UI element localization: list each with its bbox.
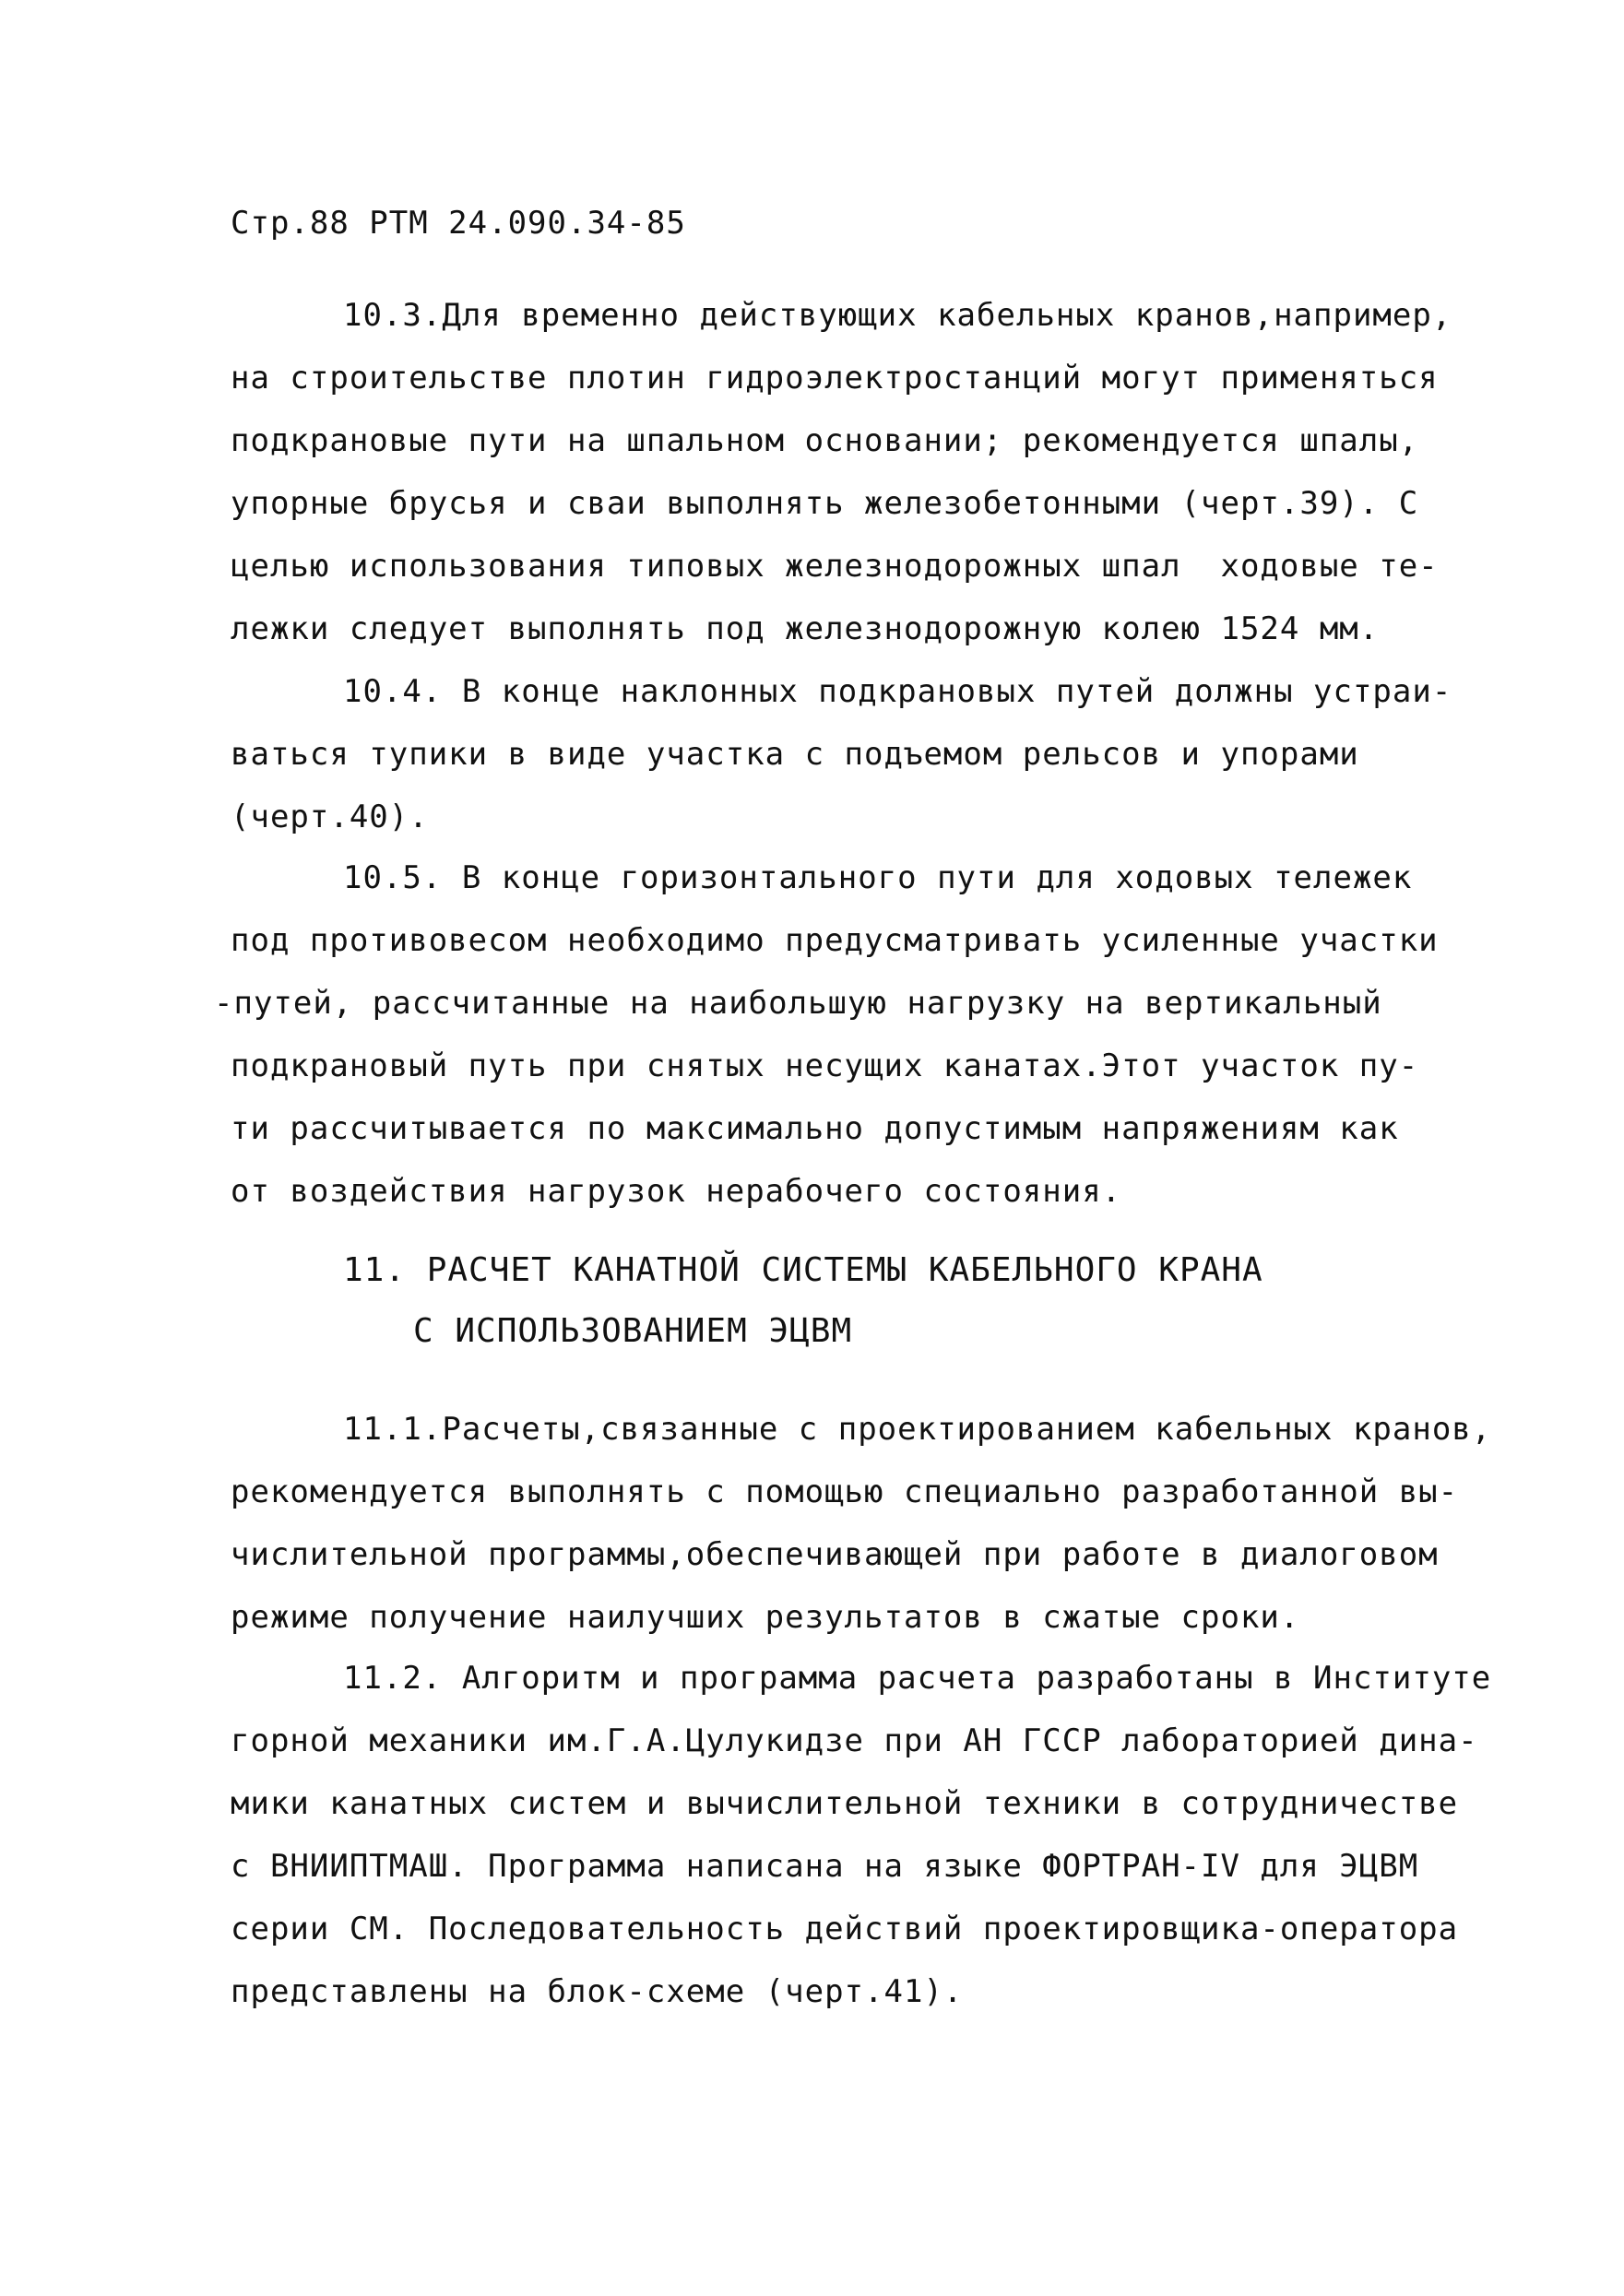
paragraph-10-4-line-3: (черт.40).: [231, 799, 429, 835]
section-title-line-2: С ИСПОЛЬЗОВАНИЕМ ЭЦВМ: [413, 1312, 853, 1350]
paragraph-10-5-line-4: подкрановый путь при снятых несущих канатах.Этот участок пу-: [231, 1047, 1419, 1084]
paragraph-11-1-line-3: числительной программы,обеспечивающей при работе в диалоговом: [231, 1536, 1439, 1573]
paragraph-11-2-line-6: представлены на блок-схеме (черт.41).: [231, 1973, 964, 2010]
section-title-line-1: 11. РАСЧЕТ КАНАТНОЙ СИСТЕМЫ КАБЕЛЬНОГО КРАНА: [343, 1251, 1263, 1289]
paragraph-10-3-line-4: упорные брусья и сваи выполнять железобетонными (черт.39). С: [231, 485, 1419, 522]
paragraph-10-3-line-3: подкрановые пути на шпальном основании; рекомендуется шпалы,: [231, 422, 1419, 459]
paragraph-10-5-line-2: под противовесом необходимо предусматривать усиленные участки: [231, 922, 1439, 959]
paragraph-11-2-line-5: серии СМ. Последовательность действий проектировщика-оператора: [231, 1911, 1459, 1947]
paragraph-11-1-line-2: рекомендуется выполнять с помощью специально разработанной вы-: [231, 1473, 1459, 1510]
paragraph-11-2-line-1: 11.2. Алгоритм и программа расчета разработаны в Институте: [343, 1660, 1492, 1697]
paragraph-11-1-line-4: режиме получение наилучших результатов в сжатые сроки.: [231, 1599, 1300, 1636]
paragraph-10-3-line-1: 10.3.Для временно действующих кабельных кранов,например,: [343, 297, 1452, 334]
paragraph-10-4-line-1: 10.4. В конце наклонных подкрановых путей должны устраи-: [343, 673, 1452, 710]
paragraph-10-3-line-5: целью использования типовых железнодорожных шпал ходовые те-: [231, 548, 1439, 585]
paragraph-10-5-line-1: 10.5. В конце горизонтального пути для ходовых тележек: [343, 859, 1413, 896]
paragraph-10-4-line-2: ваться тупики в виде участка с подъемом рельсов и упорами: [231, 736, 1359, 773]
paragraph-10-5-line-5: ти рассчитывается по максимально допустимым напряжениям как: [231, 1110, 1399, 1147]
paragraph-11-2-line-2: горной механики им.Г.А.Цулукидзе при АН ГССР лабораторией дина-: [231, 1722, 1478, 1759]
paragraph-11-2-line-4: с ВНИИПТМАШ. Программа написана на языке ФОРТРАН-IV для ЭЦВМ: [231, 1848, 1419, 1885]
paragraph-10-3-line-6: лежки следует выполнять под железнодорожную колею 1524 мм.: [231, 610, 1380, 647]
paragraph-10-3-line-2: на строительстве плотин гидроэлектростанций могут применяться: [231, 360, 1439, 396]
paragraph-10-5-line-3: -путей, рассчитанные на наибольшую нагрузку на вертикальный: [214, 985, 1382, 1022]
paragraph-11-2-line-3: мики канатных систем и вычислительной техники в сотрудничестве: [231, 1785, 1459, 1822]
paragraph-10-5-line-6: от воздействия нагрузок нерабочего состояния.: [231, 1173, 1122, 1210]
page-header: Стр.88 РТМ 24.090.34-85: [231, 205, 686, 242]
paragraph-11-1-line-1: 11.1.Расчеты,связанные с проектированием кабельных кранов,: [343, 1411, 1492, 1448]
